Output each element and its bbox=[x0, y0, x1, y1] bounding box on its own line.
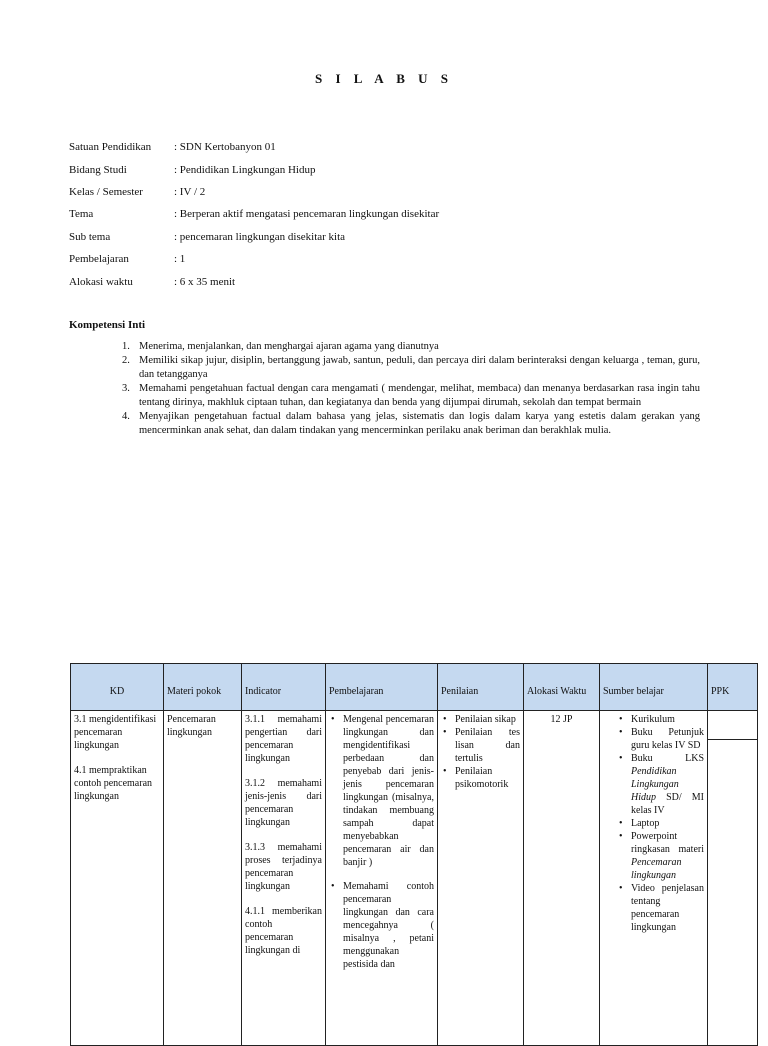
list-item: • Penilaian tes lisan dan tertulis bbox=[441, 726, 520, 765]
list-item bbox=[617, 830, 704, 882]
info-value: : 1 bbox=[174, 253, 186, 265]
list-number: 2. bbox=[122, 355, 130, 366]
list-number: 3. bbox=[122, 383, 130, 394]
list-item bbox=[122, 382, 700, 410]
info-label: Bidang Studi bbox=[69, 164, 127, 176]
header-indicator: Indicator bbox=[242, 664, 326, 711]
list-item: • Mengenal pencemaran lingkungan dan mengidentifikasi perbedaan dan penyebab dari jenis-jenis pencemaran lingkungan (misalnya, tindakan membuang sampah dapat menyebabkan pencemaran air dan banjir ) bbox=[329, 713, 434, 869]
info-label: Tema bbox=[69, 208, 94, 220]
header-kd: KD bbox=[71, 664, 164, 711]
alokasi-value: 12 JP bbox=[550, 714, 573, 725]
header-sumber-belajar: Sumber belajar bbox=[600, 664, 708, 711]
list-number: 4. bbox=[122, 411, 130, 422]
list-item: • Laptop bbox=[617, 817, 704, 830]
indicator-item: 3.1.3 memahami proses terjadinya pencemaran lingkungan bbox=[245, 842, 322, 892]
kd-item: 3.1 mengidentifikasi pencemaran lingkungan bbox=[74, 714, 157, 751]
list-item bbox=[122, 410, 700, 438]
info-value: : Berperan aktif mengatasi pencemaran lingkungan disekitar bbox=[174, 208, 440, 220]
kompetensi-inti-heading: Kompetensi Inti bbox=[69, 319, 146, 331]
header-penilaian: Penilaian bbox=[438, 664, 524, 711]
kd-item: 4.1 mempraktikan contoh pencemaran lingkungan bbox=[74, 765, 153, 802]
info-value: : Pendidikan Lingkungan Hidup bbox=[174, 164, 316, 176]
indicator-item: 3.1.2 memahami jenis-jenis dari pencemaran lingkungan bbox=[245, 778, 322, 828]
ppt-prefix: Powerpoint ringkasan materi bbox=[631, 831, 704, 855]
list-text: Menyajikan pengetahuan factual dalam bahasa yang jelas, sistematis dan logis dalam karya yang estetis dalam gerakan yang mencerminkan anak sehat, dan dalam tindakan yang mencerminkan perilaku anak beriman dan berakhlak mulia. bbox=[139, 411, 700, 436]
ppk-divider bbox=[708, 739, 757, 740]
page-title: S I L A B U S bbox=[315, 71, 453, 86]
kompetensi-inti-list bbox=[122, 340, 700, 438]
lks-prefix: Buku LKS bbox=[631, 753, 704, 764]
list-item bbox=[617, 752, 704, 817]
pembelajaran-cell bbox=[326, 711, 438, 1046]
list-item bbox=[122, 354, 700, 382]
list-text: Memahami pengetahuan factual dengan cara mengamati ( mendengar, melihat, membaca) dan menanya berdasarkan rasa ingin tahu tentang dirinya, makhluk ciptaan tuhan, dan kegiatanya dan benda yang dijumpai dirumah, sekolah dan tempat bermain bbox=[139, 383, 700, 408]
table-row bbox=[71, 711, 758, 1046]
list-item: • Penilaian psikomotorik bbox=[441, 765, 520, 791]
indicator-item: 3.1.1 memahami pengertian dari pencemaran lingkungan bbox=[245, 714, 322, 764]
table-header-row bbox=[71, 664, 758, 711]
list-item bbox=[122, 340, 700, 354]
list-item: • Kurikulum bbox=[617, 713, 704, 726]
penilaian-list bbox=[441, 713, 520, 791]
penilaian-cell bbox=[438, 711, 524, 1046]
pembelajaran-list bbox=[329, 713, 434, 971]
list-text: Memiliki sikap jujur, disiplin, bertanggung jawab, santun, peduli, dan percaya diri dalam berinteraksi dengan keluarga , teman, guru, dan tetangganya bbox=[139, 355, 700, 380]
list-text: Menerima, menjalankan, dan menghargai ajaran agama yang dianutnya bbox=[139, 341, 439, 352]
info-label: Alokasi waktu bbox=[69, 276, 133, 288]
materi-cell bbox=[164, 711, 242, 1046]
materi-text: Pencemaran lingkungan bbox=[167, 714, 216, 738]
list-number: 1. bbox=[122, 341, 130, 352]
header-ppk: PPK bbox=[708, 664, 758, 711]
info-value: : 6 x 35 menit bbox=[174, 276, 236, 288]
header-pembelajaran: Pembelajaran bbox=[326, 664, 438, 711]
info-label: Pembelajaran bbox=[69, 253, 129, 265]
lks-suffix: SD/ MI kelas IV bbox=[631, 792, 704, 816]
sumber-list bbox=[603, 713, 704, 934]
header-materi-pokok: Materi pokok bbox=[164, 664, 242, 711]
info-label: Kelas / Semester bbox=[69, 186, 143, 198]
ppk-cell bbox=[708, 711, 758, 1046]
indicator-cell bbox=[242, 711, 326, 1046]
info-value: : IV / 2 bbox=[174, 186, 206, 198]
lks-title: Pendidikan Lingkungan Hidup bbox=[631, 766, 679, 803]
silabus-table bbox=[70, 663, 758, 1046]
info-label: Sub tema bbox=[69, 231, 111, 243]
header-alokasi-waktu: Alokasi Waktu bbox=[524, 664, 600, 711]
list-item: • Buku Petunjuk guru kelas IV SD bbox=[617, 726, 704, 752]
info-value: : SDN Kertobanyon 01 bbox=[174, 141, 276, 153]
info-label: Satuan Pendidikan bbox=[69, 141, 152, 153]
ppt-title: Pencemaran lingkungan bbox=[631, 857, 682, 881]
indicator-item: 4.1.1 memberikan contoh pencemaran lingkungan di bbox=[245, 906, 322, 956]
list-item: • Video penjelasan tentang pencemaran lingkungan bbox=[617, 882, 704, 934]
list-item: • Memahami contoh pencemaran lingkungan dan cara mencegahnya ( misalnya , petani menggunakan pestisida dan bbox=[329, 880, 434, 971]
list-item: • Penilaian sikap bbox=[441, 713, 520, 726]
alokasi-cell bbox=[524, 711, 600, 1046]
info-value: : pencemaran lingkungan disekitar kita bbox=[174, 231, 346, 243]
kd-cell bbox=[71, 711, 164, 1046]
sumber-cell bbox=[600, 711, 708, 1046]
